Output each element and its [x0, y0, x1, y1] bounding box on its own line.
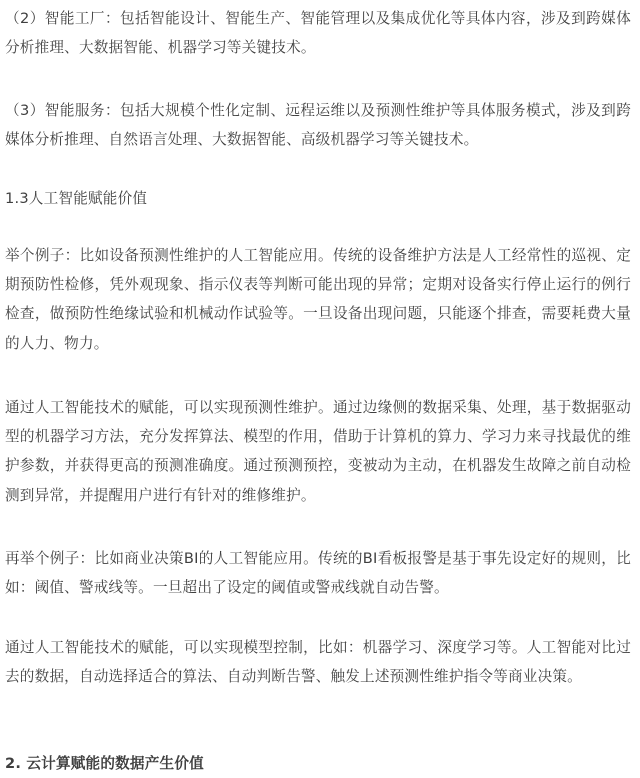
paragraph-smart-factory: （2）智能工厂：包括智能设计、智能生产、智能管理以及集成优化等具体内容，涉及到跨媒体分析推理、大数据智能、机器学习等关键技术。: [5, 10, 631, 57]
paragraph-bi-example: 再举个例子：比如商业决策BI的人工智能应用。传统的BI看板报警是基于事先设定好的规则，比如：阈值、警戒线等。一旦超出了设定的阈值或警戒线就自动告警。: [5, 550, 631, 597]
paragraph-smart-service: （3）智能服务：包括大规模个性化定制、远程运维以及预测性维护等具体服务模式，涉及到跨媒体分析推理、自然语言处理、大数据智能、高级机器学习等关键技术。: [5, 102, 631, 149]
section-heading-cloud-value: 2. 云计算赋能的数据产生价值: [5, 755, 204, 772]
paragraph-predictive-maintenance-example: 举个例子：比如设备预测性维护的人工智能应用。传统的设备维护方法是人工经常性的巡视、定期预防性检修，凭外观现象、指示仪表等判断可能出现的异常；定期对设备实行停止运行的例行检查，做预防性绝缘试验和机械动作试验等。一旦设备出现问题，只能逐个排查，需要耗费大量的人力、物力。: [5, 247, 631, 352]
paragraph-predictive-maintenance-ai: 通过人工智能技术的赋能，可以实现预测性维护。通过边缘侧的数据采集、处理，基于数据驱动型的机器学习方法，充分发挥算法、模型的作用，借助于计算机的算力、学习力来寻找最优的维护参数，并获得更高的预测准确度。通过预测预控，变被动为主动，在机器发生故障之前自动检测到异常，并提醒用户进行有针对的维修维护。: [5, 399, 631, 504]
paragraph-model-control: 通过人工智能技术的赋能，可以实现模型控制，比如：机器学习、深度学习等。人工智能对比过去的数据，自动选择适合的算法、自动判断告警、触发上述预测性维护指令等商业决策。: [5, 639, 631, 686]
section-heading-ai-value: 1.3人工智能赋能价值: [5, 190, 148, 207]
